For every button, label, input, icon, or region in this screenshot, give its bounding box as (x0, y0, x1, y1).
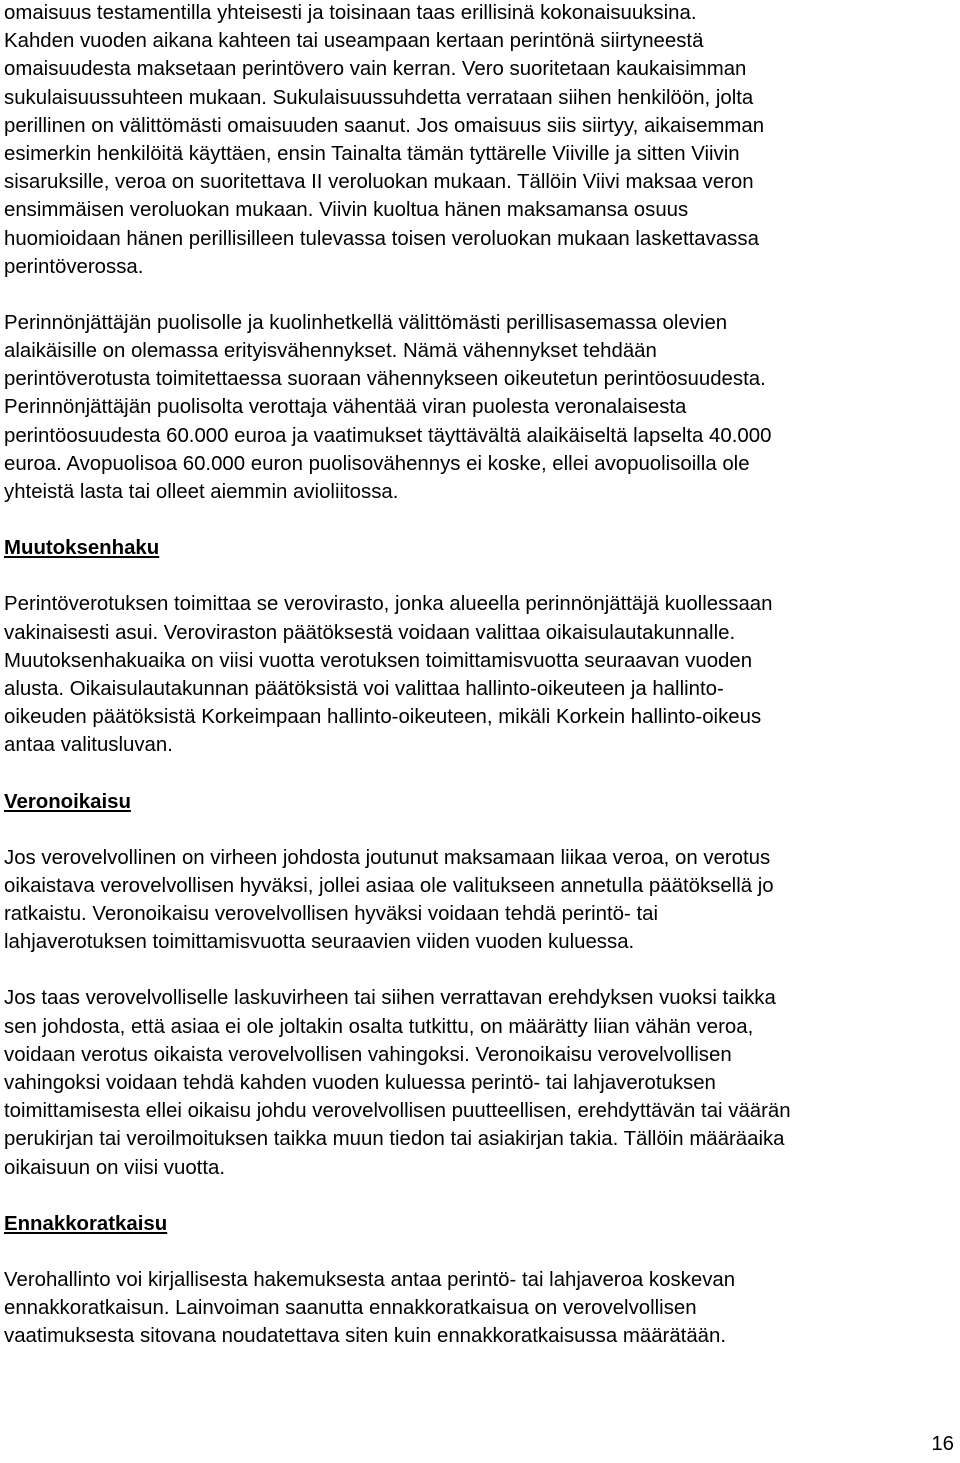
text-line: euroa. Avopuolisoa 60.000 euron puolisovähennys ei koske, ellei avopuolisoilla ole (4, 452, 750, 475)
section-heading-ennakkoratkaisu: Ennakkoratkaisu (4, 1212, 168, 1235)
heading-spacer (4, 816, 954, 844)
correction-paragraph-1 (4, 844, 954, 957)
text-line: perillinen on välittömästi omaisuuden saanut. Jos omaisuus siis siirtyy, aikaisemman (4, 114, 765, 137)
paragraph-spacer (4, 506, 954, 534)
text-line: ratkaistu. Veronoikaisu verovelvollisen hyväksi voidaan tehdä perintö- tai (4, 903, 658, 926)
text-line: alaikäisille on olemassa erityisvähennykset. Nämä vähennykset tehdään (4, 340, 657, 363)
text-line: ennakkoratkaisun. Lainvoiman saanutta ennakkoratkaisua on verovelvollisen (4, 1297, 697, 1320)
text-line: sisaruksille, veroa on suoritettava II veroluokan mukaan. Tällöin Viivi maksaa veron (4, 171, 754, 194)
text-line: vakinaisesti asui. Veroviraston päätöksestä voidaan valittaa oikaisulautakunnalle. (4, 621, 736, 644)
section-heading-veronoikaisu: Veronoikaisu (4, 790, 131, 813)
text-line: yhteistä lasta tai olleet aiemmin avioliitossa. (4, 481, 399, 503)
text-line: perintöverotusta toimitettaessa suoraan vähennykseen oikeutetun perintöosuudesta. (4, 368, 766, 391)
text-line: sen johdosta, että asiaa ei ole joltakin osalta tutkittu, on määrätty liian vähän veroa, (4, 1015, 754, 1038)
text-line: huomioidaan hänen perillisilleen tulevassa toisen veroluokan mukaan laskettavassa (4, 227, 759, 250)
text-line: lahjaverotuksen toimittamisvuotta seuraavien viiden vuoden kuluessa. (4, 931, 635, 954)
deductions-paragraph (4, 309, 954, 506)
text-line: omaisuus testamentilla yhteisesti ja toisinaan taas erillisinä kokonaisuuksina. (4, 2, 697, 24)
paragraph-spacer (4, 281, 954, 309)
correction-paragraph-2 (4, 984, 954, 1181)
text-line: Kahden vuoden aikana kahteen tai useampaan kertaan perintönä siirtyneestä (4, 30, 704, 53)
text-line: Verohallinto voi kirjallisesta hakemuksesta antaa perintö- tai lahjaveroa koskevan (4, 1268, 736, 1291)
document-page (4, 0, 954, 1351)
paragraph-spacer (4, 1182, 954, 1210)
text-line: oikaisuun on viisi vuotta. (4, 1156, 226, 1179)
intro-paragraph (4, 0, 954, 281)
text-line: omaisuudesta maksetaan perintövero vain kerran. Vero suoritetaan kaukaisimman (4, 58, 747, 81)
section-heading-muutoksenhaku: Muutoksenhaku (4, 537, 160, 560)
text-line: toimittamisesta ellei oikaisu johdu verovelvollisen puutteellisen, erehdyttävän tai väärän (4, 1100, 791, 1123)
heading-spacer (4, 1238, 954, 1266)
text-line: esimerkin henkilöitä käyttäen, ensin Tainalta tämän tyttärelle Viiville ja sitten Viivin (4, 142, 740, 165)
text-line: Jos verovelvollinen on virheen johdosta joutunut maksamaan liikaa veroa, on verotus (4, 846, 771, 869)
text-line: Perinnönjättäjän puolisolle ja kuolinhetkellä välittömästi perillisasemassa olevien (4, 311, 728, 334)
text-line: sukulaisuussuhteen mukaan. Sukulaisuussuhdetta verrataan siihen henkilöön, jolta (4, 86, 754, 109)
text-line: perintöosuudesta 60.000 euroa ja vaatimukset täyttävältä alaikäiseltä lapselta 40.000 (4, 424, 772, 447)
text-line: alusta. Oikaisulautakunnan päätöksistä voi valittaa hallinto-oikeuteen ja hallinto- (4, 677, 724, 700)
paragraph-spacer (4, 760, 954, 788)
text-line: ensimmäisen veroluokan mukaan. Viivin kuoltua hänen maksamansa osuus (4, 199, 689, 222)
text-line: oikaistava verovelvollisen hyväksi, jollei asiaa ole valitukseen annetulla päätöksellä jo (4, 874, 774, 897)
text-line: Muutoksenhakuaika on viisi vuotta verotuksen toimittamisvuotta seuraavan vuoden (4, 649, 753, 672)
advance-ruling-paragraph (4, 1266, 954, 1351)
text-line: perukirjan tai veroilmoituksen taikka muun tiedon tai asiakirjan takia. Tällöin määräaika (4, 1128, 785, 1151)
paragraph-spacer (4, 956, 954, 984)
text-line: voidaan verotus oikaista verovelvollisen vahingoksi. Veronoikaisu verovelvollisen (4, 1043, 732, 1066)
page-number: 16 (931, 1433, 954, 1455)
text-line: oikeuden päätöksistä Korkeimpaan hallinto-oikeuteen, mikäli Korkein hallinto-oikeus (4, 706, 762, 729)
text-line: Perinnönjättäjän puolisolta verottaja vähentää viran puolesta veronalaisesta (4, 396, 687, 419)
appeal-paragraph (4, 590, 954, 759)
text-line: Perintöverotuksen toimittaa se verovirasto, jonka alueella perinnönjättäjä kuollessaan (4, 593, 773, 616)
text-line: Jos taas verovelvolliselle laskuvirheen tai siihen verrattavan erehdyksen vuoksi taikka (4, 987, 776, 1010)
text-line: antaa valitusluvan. (4, 734, 173, 757)
text-line: vahingoksi voidaan tehdä kahden vuoden kuluessa perintö- tai lahjaverotuksen (4, 1072, 716, 1095)
text-line: perintöverossa. (4, 255, 144, 278)
heading-spacer (4, 562, 954, 590)
text-line: vaatimuksesta sitovana noudatettava siten kuin ennakkoratkaisussa määrätään. (4, 1325, 727, 1348)
